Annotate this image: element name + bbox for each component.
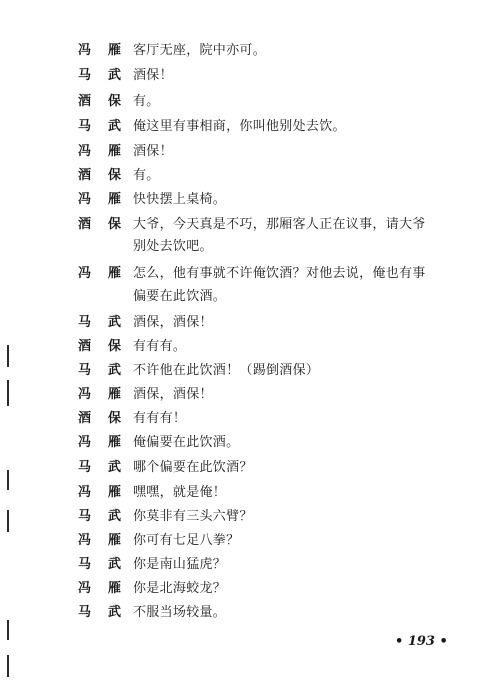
dialogue-text: 酒保！ (133, 68, 173, 83)
speaker-name: 马 武 (78, 557, 124, 572)
speaker-name: 马 武 (78, 605, 124, 620)
speaker-name: 冯 雁 (78, 43, 124, 58)
dialogue-line (0, 360, 496, 382)
dialogue-text: 客厅无座，院中亦可。 (133, 43, 267, 58)
dialogue-line (0, 189, 496, 211)
dialogue-line (0, 578, 496, 600)
scan-margin-mark (7, 510, 9, 532)
dialogue-text: 俺偏要在此饮酒。 (133, 435, 240, 450)
speaker-name: 冯 雁 (78, 533, 124, 548)
dialogue-text: 哪个偏要在此饮酒？ (133, 460, 253, 475)
dialogue-text: 你是北海蛟龙？ (133, 581, 227, 596)
scan-margin-mark (7, 380, 9, 406)
speaker-name: 马 武 (78, 363, 124, 378)
dialogue-line (0, 40, 496, 62)
dialogue-line (0, 432, 496, 454)
dialogue-text: 酒保，酒保！ (133, 315, 213, 330)
speaker-name: 酒 保 (78, 168, 124, 183)
dialogue-line (0, 312, 496, 334)
dialogue-text: 你是南山猛虎？ (133, 557, 227, 572)
dialogue-line (0, 91, 496, 113)
dialogue-text: 俺这里有事相商，你叫他别处去饮。 (133, 119, 346, 134)
speaker-name: 马 武 (78, 509, 124, 524)
dialogue-text: 嘿嘿，就是俺！ (133, 485, 227, 500)
speaker-name: 冯 雁 (78, 192, 124, 207)
dialogue-line (0, 65, 496, 87)
speaker-name: 马 武 (78, 68, 124, 83)
dialogue-line (0, 214, 496, 236)
dialogue-line (0, 408, 496, 430)
dialogue-continuation-text: 偏要在此饮酒。 (133, 289, 227, 304)
speaker-name: 冯 雁 (78, 387, 124, 402)
dialogue-continuation (0, 236, 496, 258)
dialogue-text: 你可有七足八拳？ (133, 533, 240, 548)
speaker-name: 马 武 (78, 460, 124, 475)
dialogue-text: 不服当场较量。 (133, 605, 227, 620)
speaker-name: 马 武 (78, 119, 124, 134)
scan-margin-mark (7, 655, 9, 677)
dialogue-line (0, 530, 496, 552)
dialogue-continuation (0, 286, 496, 308)
dialogue-text: 大爷，今天真是不巧，那厢客人正在议事，请大爷 (133, 217, 426, 232)
speaker-name: 冯 雁 (78, 266, 124, 281)
dialogue-text: 有有有。 (133, 339, 187, 354)
dialogue-text: 有有有！ (133, 411, 187, 426)
dialogue-line (0, 116, 496, 138)
dialogue-text: 快快摆上桌椅。 (133, 192, 227, 207)
speaker-name: 冯 雁 (78, 435, 124, 450)
dialogue-line (0, 554, 496, 576)
dialogue-line (0, 602, 496, 624)
dialogue-text: 有。 (133, 168, 160, 183)
dialogue-continuation-text: 别处去饮吧。 (133, 239, 213, 254)
scan-margin-mark (7, 470, 9, 490)
scan-margin-mark (7, 345, 9, 367)
dialogue-text: 你莫非有三头六臂？ (133, 509, 253, 524)
dialogue-line (0, 384, 496, 406)
dialogue-text: 酒保，酒保！ (133, 387, 213, 402)
dialogue-line (0, 263, 496, 285)
page-number: • 193 • (395, 634, 448, 649)
speaker-name: 酒 保 (78, 94, 124, 109)
speaker-name: 酒 保 (78, 217, 124, 232)
dialogue-line (0, 506, 496, 528)
speaker-name: 冯 雁 (78, 144, 124, 159)
dialogue-text: 有。 (133, 94, 160, 109)
dialogue-text: 怎么，他有事就不许俺饮酒？对他去说，俺也有事 (133, 266, 426, 281)
speaker-name: 马 武 (78, 315, 124, 330)
speaker-name: 冯 雁 (78, 485, 124, 500)
speaker-name: 冯 雁 (78, 581, 124, 596)
speaker-name: 酒 保 (78, 339, 124, 354)
dialogue-line (0, 457, 496, 479)
scan-margin-mark (7, 620, 9, 640)
dialogue-text: 酒保！ (133, 144, 173, 159)
dialogue-line (0, 165, 496, 187)
dialogue-line (0, 141, 496, 163)
speaker-name: 酒 保 (78, 411, 124, 426)
dialogue-text: 不许他在此饮酒！（踢倒酒保） (133, 363, 320, 378)
dialogue-line (0, 336, 496, 358)
dialogue-line (0, 482, 496, 504)
